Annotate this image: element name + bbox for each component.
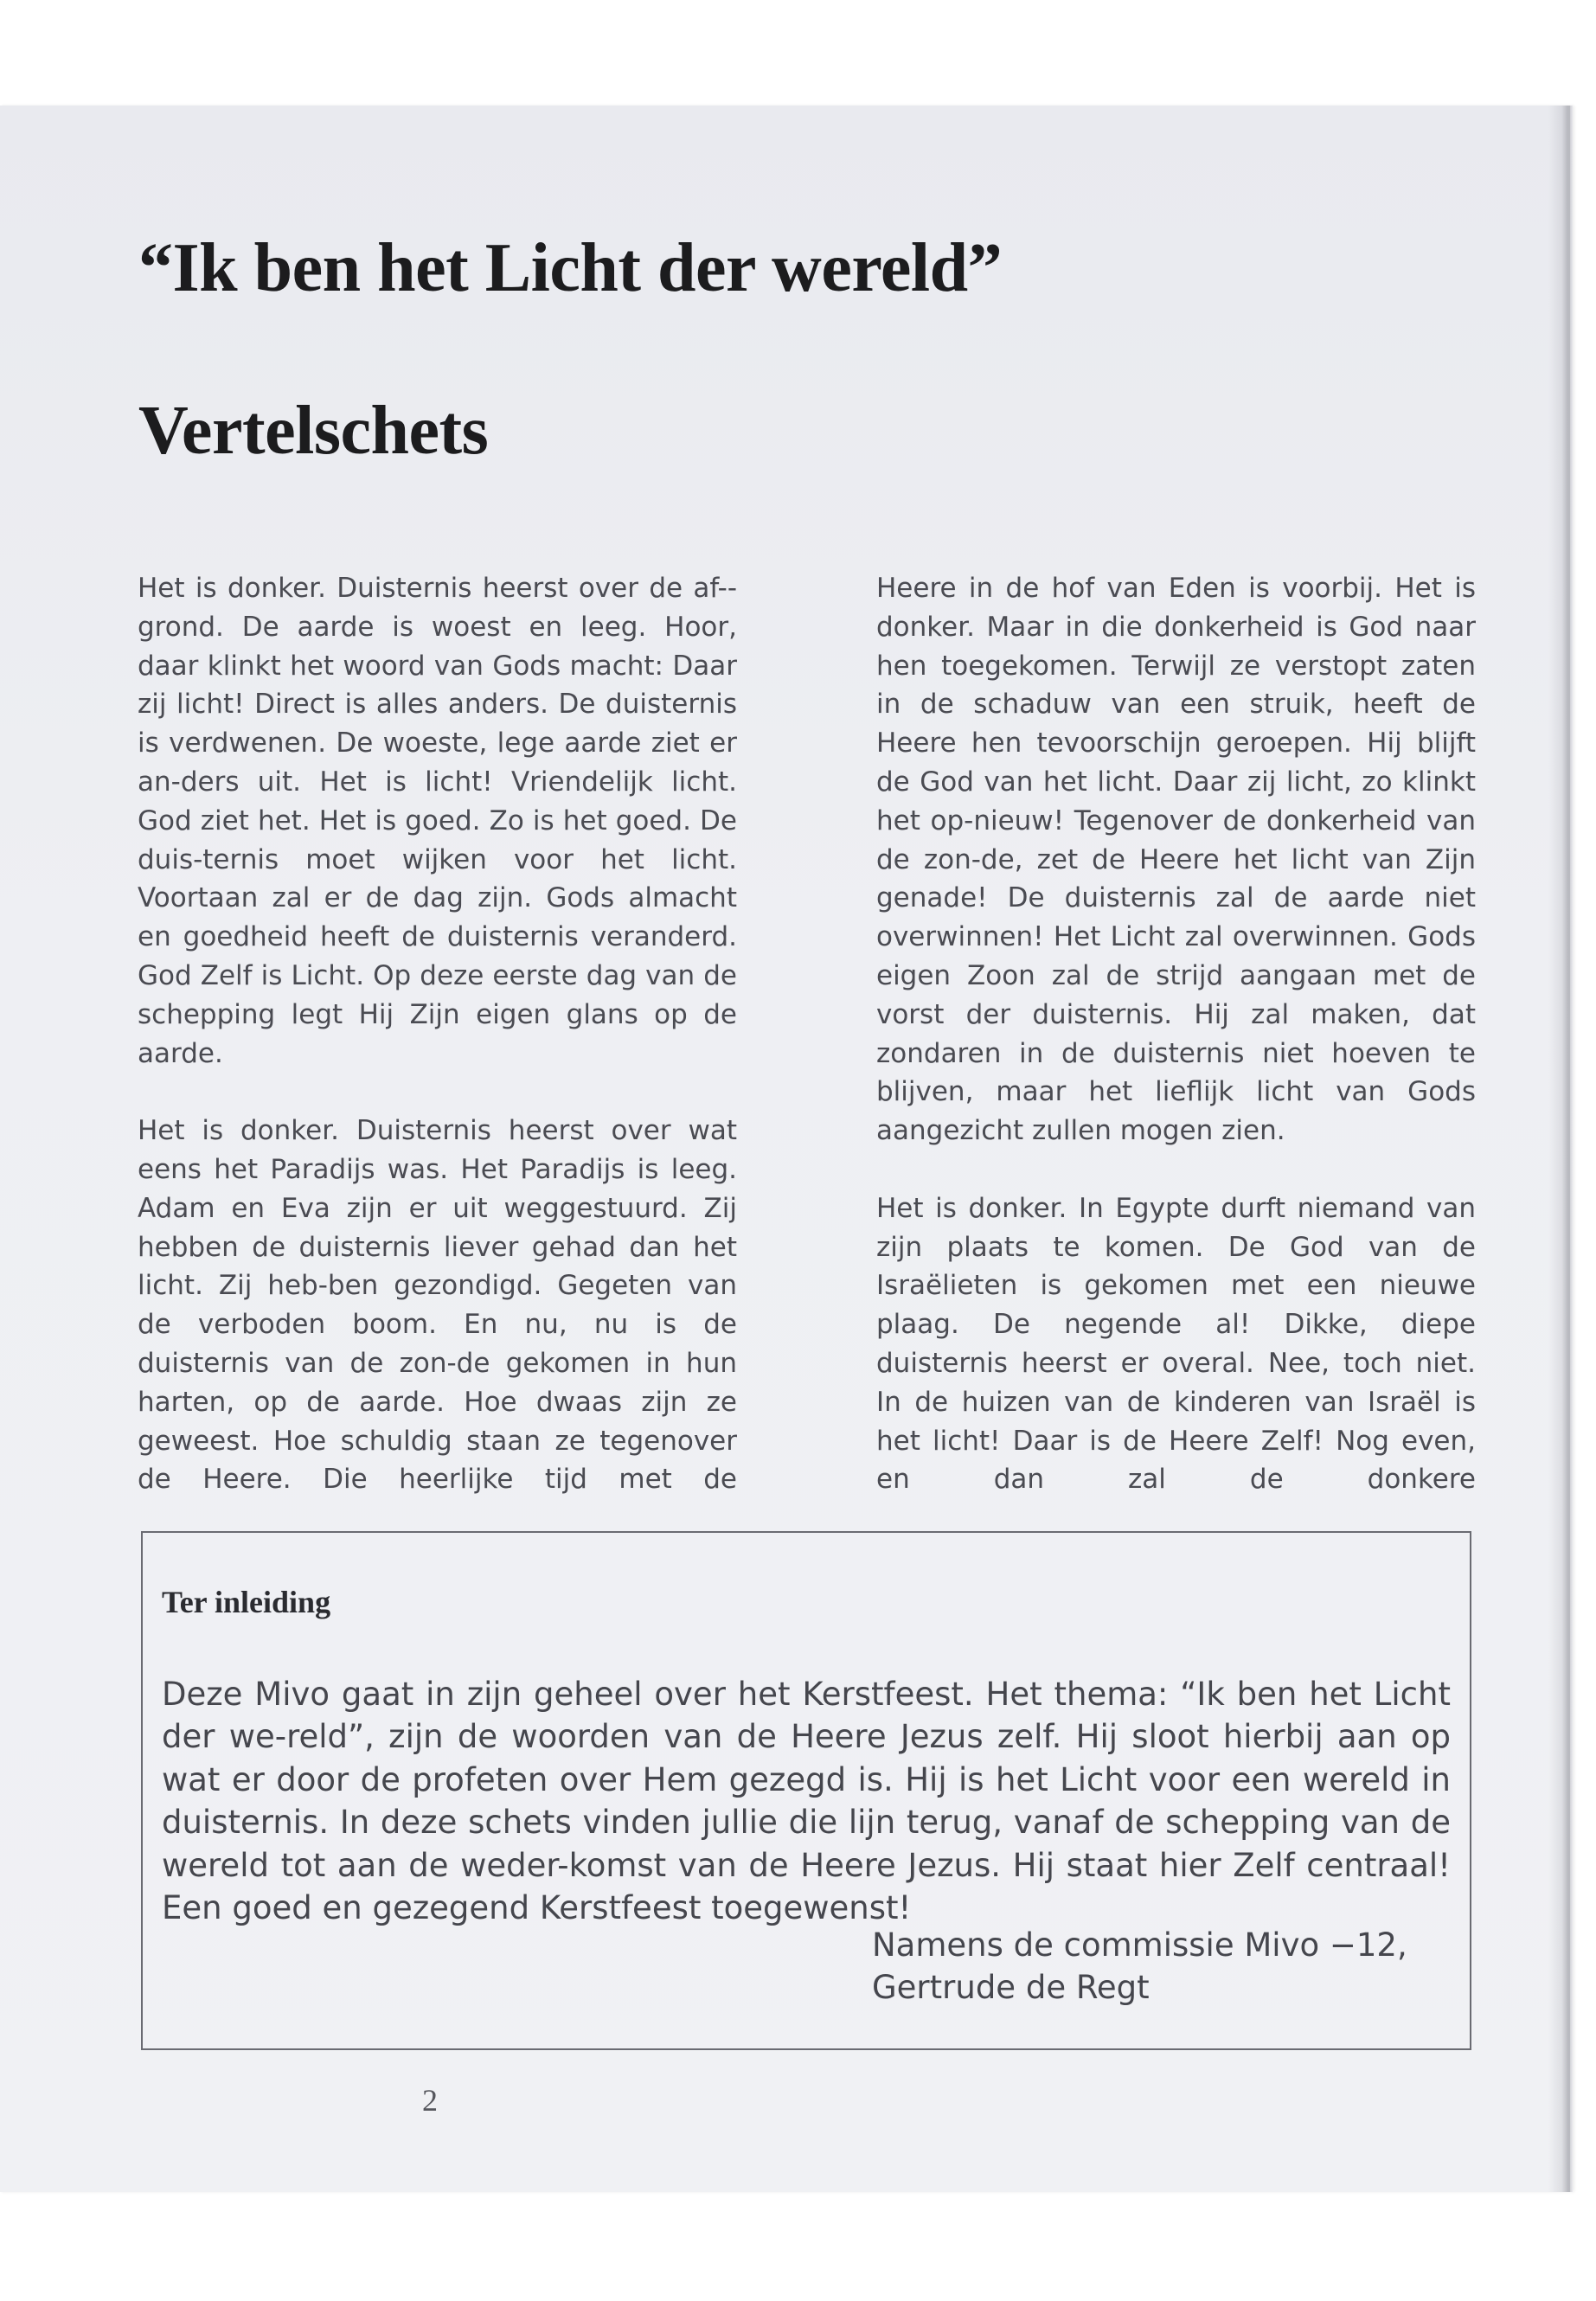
signature [872,1924,1407,2009]
intro-heading: Ter inleiding [162,1585,331,1619]
page-title: “Ik ben het Licht der wereld” [138,230,1003,306]
left-paragraph-1: Het is donker. Duisternis heerst over de af-grond. De aarde is woest en leeg. Hoor, daar klinkt het woord van Gods macht: Daar zij licht! Direct is alles anders. De duisternis is verdwenen. De woeste, lege aarde ziet er an-ders uit. Het is licht! Vriendelijk licht. God ziet het. Het is goed. Zo is het goed. De duis-ternis moet wijken voor het licht. Voortaan zal er de dag zijn. Gods almacht en goedheid heeft de duisternis veranderd. God Zelf is Licht. Op deze eerste dag van de schepping legt Hij Zijn eigen glans op de aarde. [138,573,737,1069]
left-paragraph-2: Het is donker. Duisternis heerst over wat eens het Paradijs was. Het Paradijs is leeg. Adam en Eva zijn er uit weggestuurd. Zij hebben de duisternis liever gehad dan het licht. Zij heb-ben gezondigd. Gegeten van de verboden boom. En nu, nu is de duisternis van de zon-de gekomen in hun harten, op de aarde. Hoe dwaas zijn ze geweest. Hoe schuldig staan ze tegenover de Heere. Die heerlijke tijd met de [138,1115,737,1496]
signature-line-2: Gertrude de Regt [872,1969,1150,2007]
page-subtitle: Vertelschets [138,393,489,469]
right-paragraph-2: Het is donker. In Egypte durft niemand van zijn plaats te komen. De God van de Israëlieten is gekomen met een nieuwe plaag. De negende al! Dikke, diepe duisternis heerst er overal. Nee, toch niet. In de huizen van de kinderen van Israël is het licht! Daar is de Heere Zelf! Nog even, en dan zal de donkere [876,1192,1476,1496]
left-column [138,569,737,1538]
signature-line-1: Namens de commissie Mivo −12, [872,1926,1407,1964]
intro-box [141,1531,1471,2050]
page-number: 2 [422,2083,438,2118]
right-paragraph-1: Heere in de hof van Eden is voorbij. Het is donker. Maar in die donkerheid is God naar hen toegekomen. Terwijl ze verstopt zaten in de schaduw van een struik, heeft de Heere hen tevoorschijn geroepen. Hij blijft de God van het licht. Daar zij licht, zo klinkt het op-nieuw! Tegenover de donkerheid van de zon-de, zet de Heere het licht van Zijn genade! De duisternis zal de aarde niet overwinnen! Het Licht zal overwinnen. Gods eigen Zoon zal de strijd aangaan met de vorst der duisternis. Hij zal maken, dat zondaren in de duisternis niet hoeven te blijven, maar het lieflijk licht van Gods aangezicht zullen mogen zien. [876,573,1476,1147]
page-edge-line [1567,106,1570,2192]
intro-text: Deze Mivo gaat in zijn geheel over het Kerstfeest. Het thema: “Ik ben het Licht der we-reld”, zijn de woorden van de Heere Jezus zelf. Hij sloot hierbij aan op wat er door de profeten over Hem gezegd is. Hij is het Licht voor een wereld in duisternis. In deze schets vinden jullie die lijn terug, vanaf de schepping van de wereld tot aan de weder-komst van de Heere Jezus. Hij staat hier Zelf centraal! Een goed en gezegend Kerstfeest toegewenst! [162,1676,1451,1927]
right-column [876,569,1476,1538]
